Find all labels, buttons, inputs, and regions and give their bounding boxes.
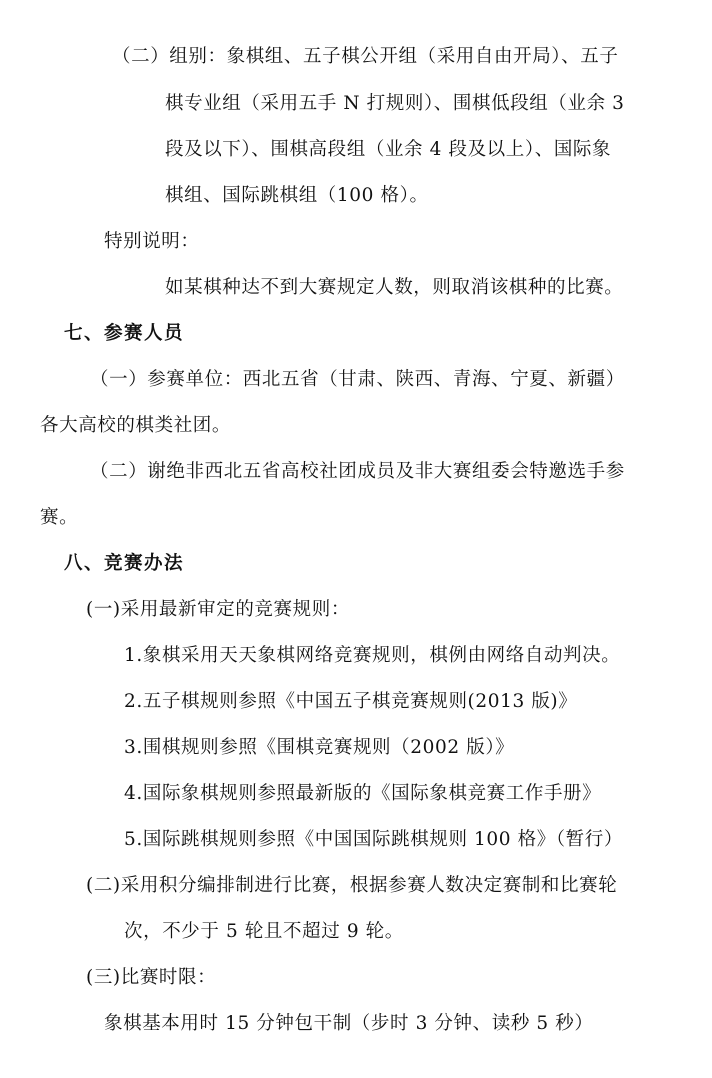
special-note-label: 特别说明： bbox=[104, 231, 200, 252]
section-8-sub-2-line-2: 次，不少于 5 轮且不超过 9 轮。 bbox=[124, 921, 404, 942]
section-8-sub-1: (一)采用最新审定的竞赛规则： bbox=[86, 599, 350, 620]
section-7-item-1-line-1: （一）参赛单位：西北五省（甘肃、陕西、青海、宁夏、新疆） bbox=[90, 369, 625, 390]
section-8-sub-2-line-1: (二)采用积分编排制进行比赛，根据参赛人数决定赛制和比赛轮 bbox=[86, 875, 618, 896]
section-8-heading: 八、竞赛办法 bbox=[64, 553, 185, 574]
time-limit-text: 象棋基本用时 15 分钟包干制（步时 3 分钟、读秒 5 秒） bbox=[104, 1013, 594, 1034]
rule-item-2: 2.五子棋规则参照《中国五子棋竞赛规则(2013 版)》 bbox=[124, 691, 578, 712]
section-7-item-2-line-1: （二）谢绝非西北五省高校社团成员及非大赛组委会特邀选手参 bbox=[90, 461, 625, 482]
group-item-line-2: 棋专业组（采用五手 N 打规则）、围棋低段组（业余 3 bbox=[165, 93, 625, 114]
special-note-text: 如某棋种达不到大赛规定人数，则取消该棋种的比赛。 bbox=[165, 277, 624, 298]
section-7-item-1-line-2: 各大高校的棋类社团。 bbox=[40, 415, 232, 436]
rule-item-4: 4.国际象棋规则参照最新版的《国际象棋竞赛工作手册》 bbox=[124, 783, 602, 804]
group-item-line-1: （二）组别：象棋组、五子棋公开组（采用自由开局）、五子 bbox=[112, 46, 619, 67]
section-7-heading: 七、参赛人员 bbox=[64, 323, 185, 344]
group-item-line-4: 棋组、国际跳棋组（100 格）。 bbox=[165, 185, 429, 206]
group-item-line-3: 段及以下）、围棋高段组（业余 4 段及以上）、国际象 bbox=[165, 139, 612, 160]
rule-item-1: 1.象棋采用天天象棋网络竞赛规则，棋例由网络自动判决。 bbox=[124, 645, 621, 666]
section-7-item-2-line-2: 赛。 bbox=[40, 507, 79, 528]
rule-item-3: 3.围棋规则参照《围棋竞赛规则（2002 版）》 bbox=[124, 737, 515, 758]
section-8-sub-3: (三)比赛时限： bbox=[86, 967, 217, 988]
rule-item-5: 5.国际跳棋规则参照《中国国际跳棋规则 100 格》（暂行） bbox=[124, 829, 623, 850]
